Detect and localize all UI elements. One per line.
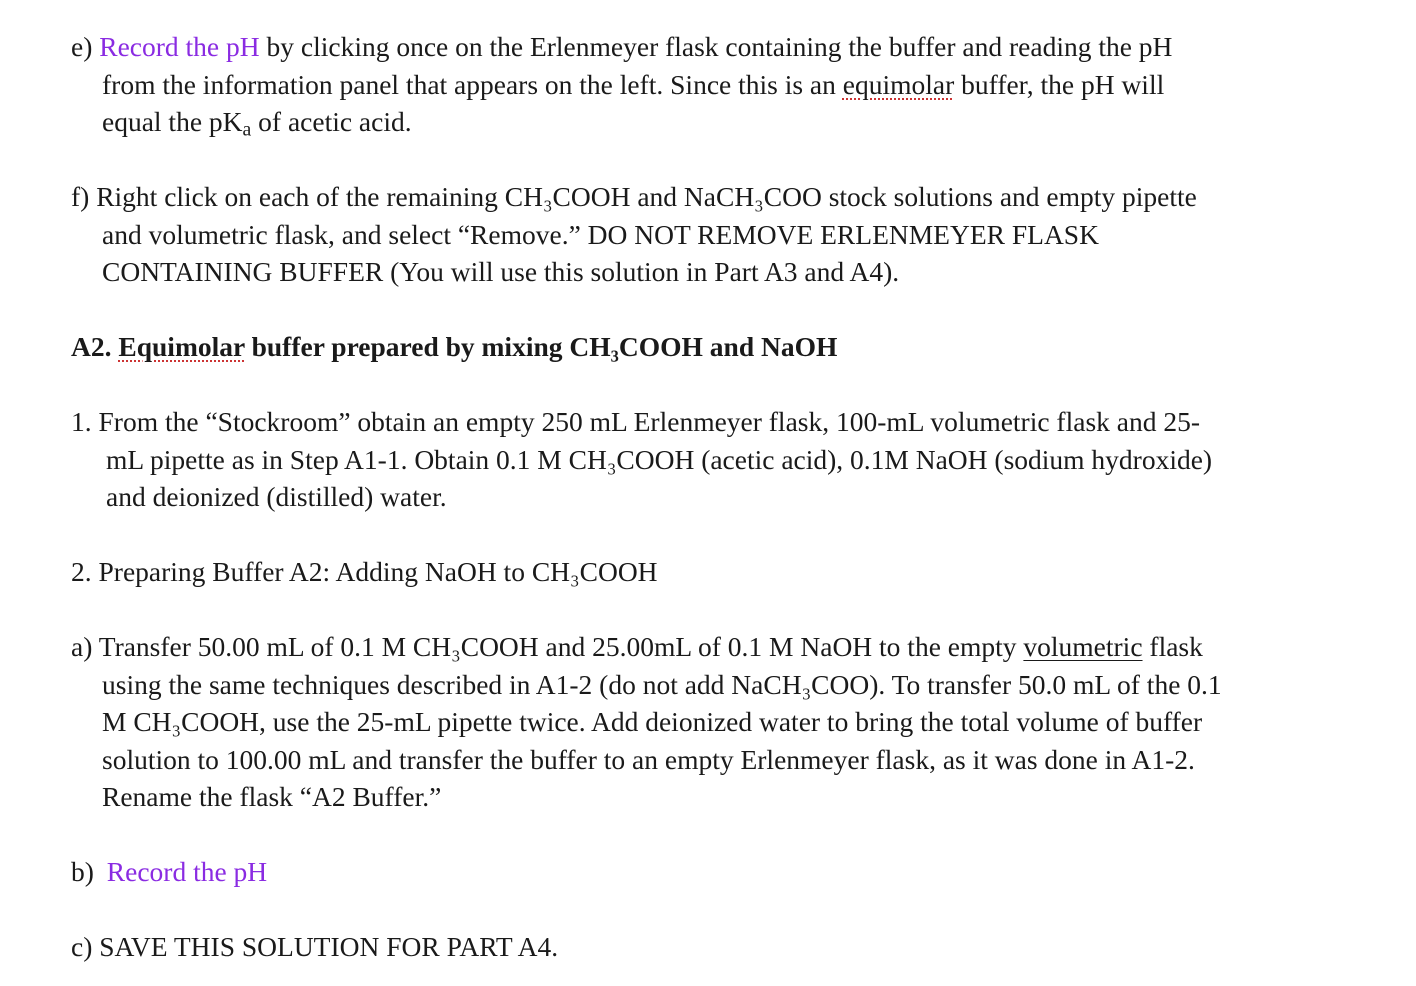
section-a2-rest: buffer prepared by mixing CH₃COOH and NaOH xyxy=(244,331,838,362)
step-f-line-3: CONTAINING BUFFER (You will use this solution in Part A3 and A4). xyxy=(102,256,900,287)
step-b-line-1 xyxy=(71,854,267,890)
spellcheck-word-equimolar[interactable]: equimolar xyxy=(842,69,955,100)
step-e-line-2 xyxy=(102,67,1164,103)
step-c-line-1: c) SAVE THIS SOLUTION FOR PART A4. xyxy=(71,931,559,962)
volumetric-underlined-word: volumetric xyxy=(1023,631,1143,662)
step-2-line-1: 2. Preparing Buffer A2: Adding NaOH to CH₃COOH xyxy=(71,556,658,587)
step-e-line-1 xyxy=(71,29,1172,65)
step-a-line-3: M CH₃COOH, use the 25-mL pipette twice. Add deionized water to bring the total volume of buffer xyxy=(102,706,1203,737)
step-e-line-2-post: buffer, the pH will xyxy=(954,69,1165,100)
step-e-line-2-pre: from the information panel that appears on the left. Since this is an xyxy=(102,69,843,100)
step-1-line-1: 1. From the “Stockroom” obtain an empty 250 mL Erlenmeyer flask, 100-mL volumetric flask and 25- xyxy=(71,406,1201,437)
step-a-line-2: using the same techniques described in A1-2 (do not add NaCH₃COO). To transfer 50.0 mL of the 0.1 xyxy=(102,669,1222,700)
section-a2-prefix: A2. xyxy=(71,331,119,362)
pka-subscript: a xyxy=(242,118,252,141)
step-a-line-4: solution to 100.00 mL and transfer the buffer to an empty Erlenmeyer flask, as it was done in A1-2. xyxy=(102,744,1195,775)
step-a-line-1 xyxy=(71,629,1203,665)
step-e-line-3-post: of acetic acid. xyxy=(251,106,412,137)
step-e-line-3-pre: equal the pK xyxy=(102,106,243,137)
record-ph-link[interactable]: Record the pH xyxy=(99,31,260,62)
step-1-line-2: mL pipette as in Step A1-1. Obtain 0.1 M CH₃COOH (acetic acid), 0.1M NaOH (sodium hydroxide) xyxy=(106,444,1213,475)
step-a-line-1-pre: a) Transfer 50.00 mL of 0.1 M CH₃COOH and 25.00mL of 0.1 M NaOH to the empty xyxy=(71,631,1024,662)
step-1-line-3: and deionized (distilled) water. xyxy=(106,481,447,512)
step-e-text: by clicking once on the Erlenmeyer flask containing the buffer and reading the pH xyxy=(259,31,1173,62)
step-f-line-1: f) Right click on each of the remaining CH₃COOH and NaCH₃COO stock solutions and empty pipette xyxy=(71,181,1197,212)
section-a2-heading xyxy=(71,329,837,365)
step-e-label: e) xyxy=(71,31,93,62)
spellcheck-word-equimolar-heading[interactable]: Equimolar xyxy=(118,331,245,362)
step-a-line-5: Rename the flask “A2 Buffer.” xyxy=(102,781,442,812)
step-a-line-1-post: flask xyxy=(1142,631,1203,662)
step-f-line-2: and volumetric flask, and select “Remove.” DO NOT REMOVE ERLENMEYER FLASK xyxy=(102,219,1099,250)
step-b-label: b) xyxy=(71,856,94,887)
record-ph-link-b[interactable]: Record the pH xyxy=(106,856,268,887)
step-e-line-3 xyxy=(102,104,412,140)
